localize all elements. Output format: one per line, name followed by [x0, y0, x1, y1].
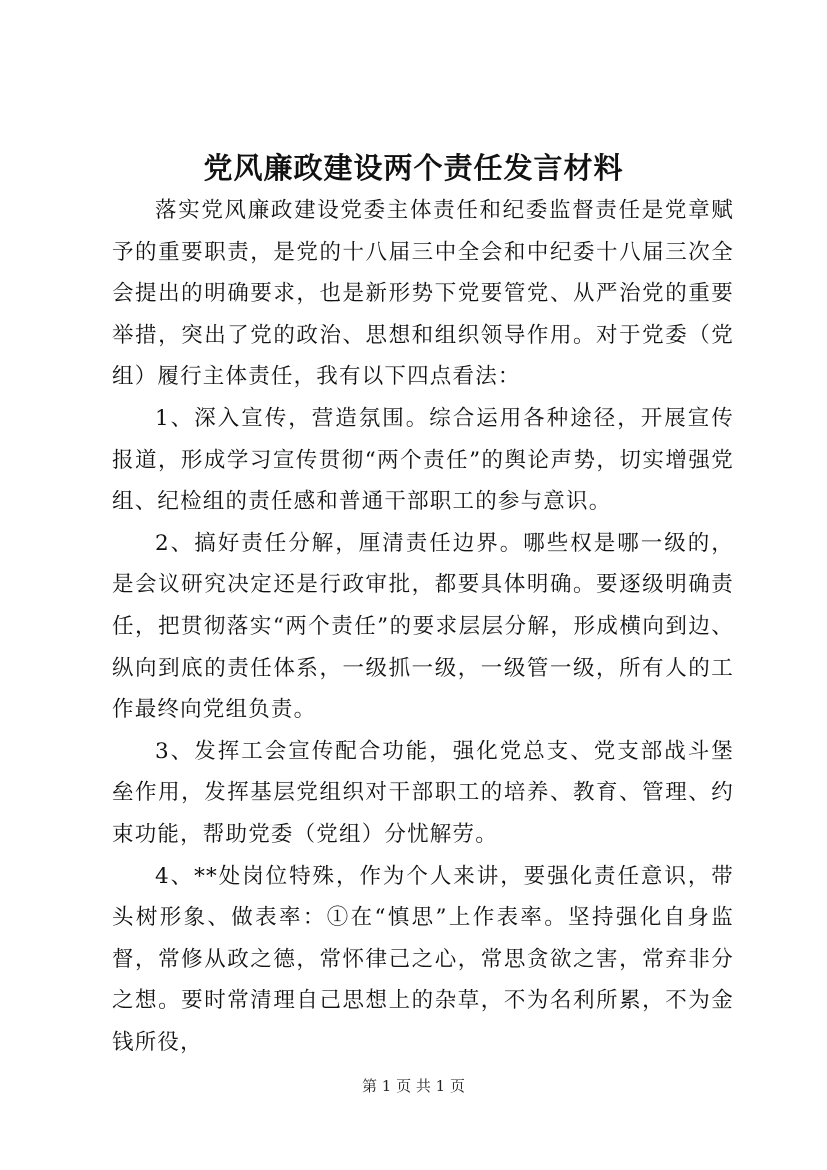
paragraph-point-1: 1、深入宣传，营造氛围。综合运用各种途径，开展宣传报道，形成学习宣传贯彻“两个责任”的舆论声势，切实增强党组、纪检组的责任感和普通干部职工的参与意识。: [112, 405, 734, 515]
paragraph-point-4: 4、**处岗位特殊，作为个人来讲，要强化责任意识，带头树形象、做表率：①在“慎思”上作表率。坚持强化自身监督，常修从政之德，常怀律己之心，常思贪欲之害，常弃非分之想。要时常清理自己思想上的杂草，不为名利所累，不为金钱所役，: [112, 863, 734, 1055]
document-body: [112, 190, 734, 1055]
paragraph-intro: 落实党风廉政建设党委主体责任和纪委监督责任是党章赋予的重要职责，是党的十八届三中全会和中纪委十八届三次全会提出的明确要求，也是新形势下党要管党、从严治党的重要举措，突出了党的政治、思想和组织领导作用。对于党委（党组）履行主体责任，我有以下四点看法：: [112, 198, 734, 390]
page-number-footer: 第 1 页 共 1 页: [362, 1077, 465, 1095]
paragraph-point-2: 2、搞好责任分解，厘清责任边界。哪些权是哪一级的，是会议研究决定还是行政审批，都要具体明确。要逐级明确责任，把贯彻落实“两个责任”的要求层层分解，形成横向到边、纵向到底的责任体系，一级抓一级，一级管一级，所有人的工作最终向党组负责。: [112, 530, 734, 723]
paragraph-point-3: 3、发挥工会宣传配合功能，强化党总支、党支部战斗堡垒作用，发挥基层党组织对干部职工的培养、教育、管理、约束功能，帮助党委（党组）分忧解劳。: [112, 738, 734, 847]
document-title: 党风廉政建设两个责任发言材料: [203, 151, 624, 185]
